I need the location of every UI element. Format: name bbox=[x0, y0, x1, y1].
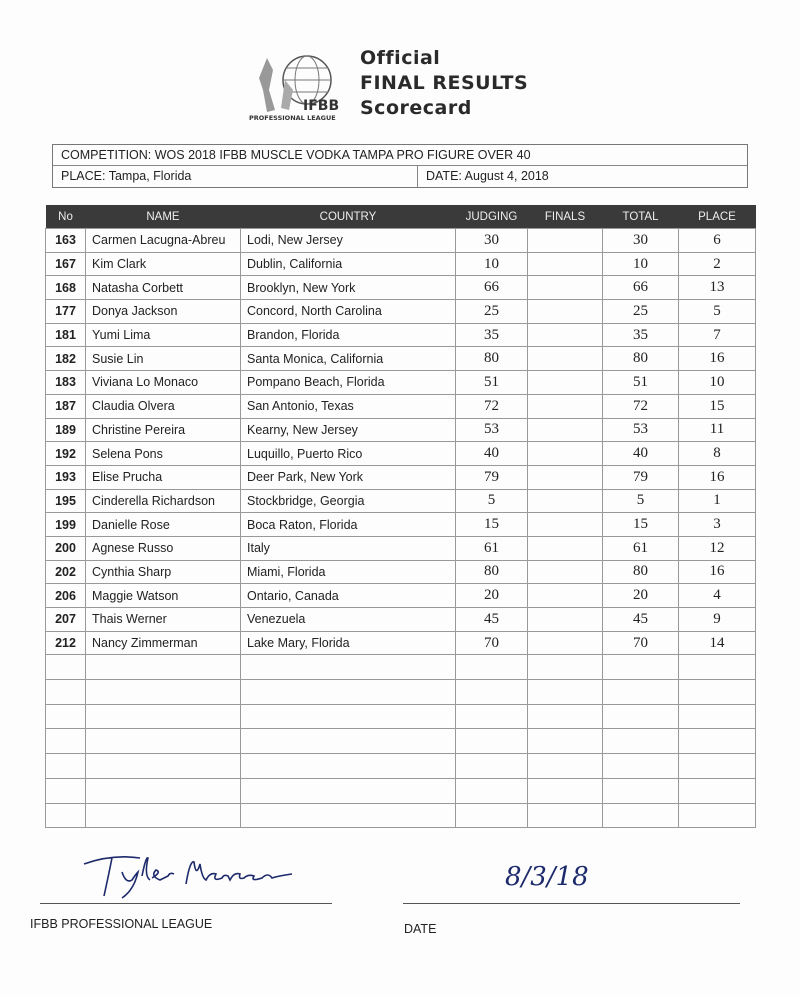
column-header-total: TOTAL bbox=[603, 205, 679, 229]
empty-cell bbox=[679, 680, 756, 705]
document-title bbox=[360, 46, 528, 121]
cell-total: 30 bbox=[603, 229, 679, 253]
cell-judging: 20 bbox=[456, 584, 528, 608]
empty-row bbox=[46, 778, 756, 803]
cell-name: Cinderella Richardson bbox=[86, 489, 241, 513]
table-row bbox=[46, 513, 756, 537]
empty-cell bbox=[86, 680, 241, 705]
empty-cell bbox=[86, 778, 241, 803]
cell-total: 5 bbox=[603, 489, 679, 513]
cell-no: 167 bbox=[46, 252, 86, 276]
cell-judging: 70 bbox=[456, 631, 528, 655]
cell-country: Luquillo, Puerto Rico bbox=[241, 442, 456, 466]
cell-country: Lodi, New Jersey bbox=[241, 229, 456, 253]
cell-total: 72 bbox=[603, 394, 679, 418]
results-table bbox=[45, 205, 756, 828]
cell-judging: 80 bbox=[456, 347, 528, 371]
cell-name: Natasha Corbett bbox=[86, 276, 241, 300]
empty-cell bbox=[46, 754, 86, 779]
empty-cell bbox=[528, 680, 603, 705]
column-header-name: NAME bbox=[86, 205, 241, 229]
cell-place: 6 bbox=[679, 229, 756, 253]
table-row bbox=[46, 442, 756, 466]
cell-place: 7 bbox=[679, 323, 756, 347]
cell-finals bbox=[528, 560, 603, 584]
cell-no: 193 bbox=[46, 465, 86, 489]
empty-cell bbox=[456, 754, 528, 779]
cell-total: 40 bbox=[603, 442, 679, 466]
table-row bbox=[46, 323, 756, 347]
cell-no: 195 bbox=[46, 489, 86, 513]
column-header-country: COUNTRY bbox=[241, 205, 456, 229]
date-label: DATE bbox=[404, 922, 437, 936]
cell-judging: 45 bbox=[456, 608, 528, 632]
column-header-no: No bbox=[46, 205, 86, 229]
cell-finals bbox=[528, 252, 603, 276]
empty-cell bbox=[603, 655, 679, 680]
empty-cell bbox=[241, 754, 456, 779]
empty-row bbox=[46, 704, 756, 729]
cell-total: 20 bbox=[603, 584, 679, 608]
empty-cell bbox=[46, 680, 86, 705]
table-row bbox=[46, 276, 756, 300]
cell-name: Maggie Watson bbox=[86, 584, 241, 608]
cell-no: 207 bbox=[46, 608, 86, 632]
empty-cell bbox=[241, 729, 456, 754]
table-row bbox=[46, 465, 756, 489]
cell-judging: 10 bbox=[456, 252, 528, 276]
cell-country: Deer Park, New York bbox=[241, 465, 456, 489]
empty-cell bbox=[241, 704, 456, 729]
cell-name: Kim Clark bbox=[86, 252, 241, 276]
cell-place: 1 bbox=[679, 489, 756, 513]
cell-no: 181 bbox=[46, 323, 86, 347]
empty-cell bbox=[528, 778, 603, 803]
cell-judging: 5 bbox=[456, 489, 528, 513]
title-line-final-results: FINAL RESULTS bbox=[360, 72, 529, 94]
cell-total: 25 bbox=[603, 300, 679, 324]
table-row bbox=[46, 252, 756, 276]
cell-finals bbox=[528, 394, 603, 418]
cell-name: Nancy Zimmerman bbox=[86, 631, 241, 655]
cell-judging: 35 bbox=[456, 323, 528, 347]
cell-total: 66 bbox=[603, 276, 679, 300]
cell-name: Donya Jackson bbox=[86, 300, 241, 324]
cell-country: Santa Monica, California bbox=[241, 347, 456, 371]
cell-total: 35 bbox=[603, 323, 679, 347]
cell-judging: 79 bbox=[456, 465, 528, 489]
signed-date: 8/3/18 bbox=[505, 862, 589, 892]
cell-place: 16 bbox=[679, 560, 756, 584]
empty-cell bbox=[46, 729, 86, 754]
cell-finals bbox=[528, 513, 603, 537]
empty-cell bbox=[603, 729, 679, 754]
empty-cell bbox=[456, 729, 528, 754]
cell-finals bbox=[528, 489, 603, 513]
empty-cell bbox=[603, 680, 679, 705]
column-header-place: PLACE bbox=[679, 205, 756, 229]
cell-name: Susie Lin bbox=[86, 347, 241, 371]
empty-cell bbox=[603, 754, 679, 779]
cell-judging: 30 bbox=[456, 229, 528, 253]
table-row bbox=[46, 560, 756, 584]
empty-cell bbox=[679, 655, 756, 680]
cell-judging: 72 bbox=[456, 394, 528, 418]
cell-judging: 80 bbox=[456, 560, 528, 584]
cell-no: 189 bbox=[46, 418, 86, 442]
cell-place: 10 bbox=[679, 371, 756, 395]
signature bbox=[82, 850, 312, 900]
column-header-finals: FINALS bbox=[528, 205, 603, 229]
cell-name: Claudia Olvera bbox=[86, 394, 241, 418]
cell-finals bbox=[528, 631, 603, 655]
cell-no: 163 bbox=[46, 229, 86, 253]
table-row bbox=[46, 631, 756, 655]
cell-country: Boca Raton, Florida bbox=[241, 513, 456, 537]
cell-judging: 66 bbox=[456, 276, 528, 300]
ifbb-logo bbox=[245, 50, 355, 122]
cell-judging: 25 bbox=[456, 300, 528, 324]
cell-total: 70 bbox=[603, 631, 679, 655]
empty-cell bbox=[456, 803, 528, 828]
cell-no: 182 bbox=[46, 347, 86, 371]
empty-cell bbox=[86, 729, 241, 754]
cell-no: 199 bbox=[46, 513, 86, 537]
empty-cell bbox=[241, 655, 456, 680]
cell-total: 79 bbox=[603, 465, 679, 489]
cell-finals bbox=[528, 300, 603, 324]
cell-name: Yumi Lima bbox=[86, 323, 241, 347]
title-line-scorecard: Scorecard bbox=[360, 97, 472, 119]
cell-judging: 51 bbox=[456, 371, 528, 395]
cell-no: 183 bbox=[46, 371, 86, 395]
cell-judging: 53 bbox=[456, 418, 528, 442]
empty-cell bbox=[86, 803, 241, 828]
place-field: PLACE: Tampa, Florida bbox=[53, 166, 418, 187]
cell-total: 15 bbox=[603, 513, 679, 537]
cell-no: 202 bbox=[46, 560, 86, 584]
cell-finals bbox=[528, 347, 603, 371]
cell-total: 80 bbox=[603, 347, 679, 371]
cell-no: 177 bbox=[46, 300, 86, 324]
empty-row bbox=[46, 729, 756, 754]
cell-place: 9 bbox=[679, 608, 756, 632]
cell-country: San Antonio, Texas bbox=[241, 394, 456, 418]
empty-row bbox=[46, 655, 756, 680]
empty-cell bbox=[46, 803, 86, 828]
date-field: DATE: August 4, 2018 bbox=[426, 169, 549, 183]
empty-cell bbox=[528, 754, 603, 779]
empty-cell bbox=[46, 655, 86, 680]
cell-name: Thais Werner bbox=[86, 608, 241, 632]
table-row bbox=[46, 608, 756, 632]
cell-total: 61 bbox=[603, 536, 679, 560]
table-row bbox=[46, 584, 756, 608]
cell-country: Dublin, California bbox=[241, 252, 456, 276]
cell-total: 80 bbox=[603, 560, 679, 584]
empty-cell bbox=[241, 680, 456, 705]
table-header-row bbox=[46, 205, 756, 229]
empty-cell bbox=[456, 655, 528, 680]
cell-judging: 40 bbox=[456, 442, 528, 466]
cell-judging: 15 bbox=[456, 513, 528, 537]
cell-name: Cynthia Sharp bbox=[86, 560, 241, 584]
empty-cell bbox=[679, 778, 756, 803]
cell-judging: 61 bbox=[456, 536, 528, 560]
cell-name: Viviana Lo Monaco bbox=[86, 371, 241, 395]
svg-text:PROFESSIONAL LEAGUE: PROFESSIONAL LEAGUE bbox=[249, 114, 336, 122]
cell-place: 11 bbox=[679, 418, 756, 442]
cell-place: 14 bbox=[679, 631, 756, 655]
empty-cell bbox=[679, 754, 756, 779]
cell-country: Stockbridge, Georgia bbox=[241, 489, 456, 513]
empty-cell bbox=[241, 778, 456, 803]
empty-cell bbox=[528, 704, 603, 729]
empty-row bbox=[46, 754, 756, 779]
cell-finals bbox=[528, 584, 603, 608]
table-row bbox=[46, 371, 756, 395]
cell-place: 15 bbox=[679, 394, 756, 418]
cell-no: 187 bbox=[46, 394, 86, 418]
empty-cell bbox=[456, 704, 528, 729]
cell-place: 8 bbox=[679, 442, 756, 466]
cell-total: 45 bbox=[603, 608, 679, 632]
cell-place: 2 bbox=[679, 252, 756, 276]
cell-place: 4 bbox=[679, 584, 756, 608]
org-label: IFBB PROFESSIONAL LEAGUE bbox=[30, 917, 213, 931]
cell-name: Danielle Rose bbox=[86, 513, 241, 537]
cell-total: 10 bbox=[603, 252, 679, 276]
competition-info-box bbox=[52, 144, 748, 188]
cell-name: Elise Prucha bbox=[86, 465, 241, 489]
cell-finals bbox=[528, 371, 603, 395]
empty-cell bbox=[456, 778, 528, 803]
empty-cell bbox=[679, 803, 756, 828]
empty-cell bbox=[86, 754, 241, 779]
cell-no: 192 bbox=[46, 442, 86, 466]
empty-cell bbox=[603, 704, 679, 729]
cell-no: 168 bbox=[46, 276, 86, 300]
table-row bbox=[46, 489, 756, 513]
empty-row bbox=[46, 803, 756, 828]
cell-country: Italy bbox=[241, 536, 456, 560]
svg-text:IFBB: IFBB bbox=[303, 98, 340, 114]
competition-field: COMPETITION: WOS 2018 IFBB MUSCLE VODKA TAMPA PRO FIGURE OVER 40 bbox=[53, 145, 747, 166]
cell-place: 16 bbox=[679, 347, 756, 371]
cell-country: Lake Mary, Florida bbox=[241, 631, 456, 655]
table-row bbox=[46, 300, 756, 324]
table-row bbox=[46, 536, 756, 560]
table-row bbox=[46, 229, 756, 253]
date-line bbox=[403, 903, 740, 904]
cell-place: 3 bbox=[679, 513, 756, 537]
cell-finals bbox=[528, 276, 603, 300]
cell-country: Venezuela bbox=[241, 608, 456, 632]
cell-place: 12 bbox=[679, 536, 756, 560]
cell-name: Selena Pons bbox=[86, 442, 241, 466]
cell-name: Agnese Russo bbox=[86, 536, 241, 560]
cell-finals bbox=[528, 608, 603, 632]
cell-total: 51 bbox=[603, 371, 679, 395]
cell-country: Kearny, New Jersey bbox=[241, 418, 456, 442]
cell-no: 212 bbox=[46, 631, 86, 655]
empty-cell bbox=[86, 655, 241, 680]
signature-line bbox=[40, 903, 332, 904]
empty-cell bbox=[528, 803, 603, 828]
empty-cell bbox=[603, 778, 679, 803]
empty-row bbox=[46, 680, 756, 705]
empty-cell bbox=[46, 778, 86, 803]
cell-country: Pompano Beach, Florida bbox=[241, 371, 456, 395]
cell-country: Brooklyn, New York bbox=[241, 276, 456, 300]
empty-cell bbox=[456, 680, 528, 705]
cell-finals bbox=[528, 536, 603, 560]
cell-no: 200 bbox=[46, 536, 86, 560]
column-header-judging: JUDGING bbox=[456, 205, 528, 229]
cell-finals bbox=[528, 465, 603, 489]
empty-cell bbox=[679, 729, 756, 754]
empty-cell bbox=[528, 729, 603, 754]
cell-place: 5 bbox=[679, 300, 756, 324]
table-row bbox=[46, 418, 756, 442]
empty-cell bbox=[241, 803, 456, 828]
cell-country: Concord, North Carolina bbox=[241, 300, 456, 324]
empty-cell bbox=[528, 655, 603, 680]
empty-cell bbox=[603, 803, 679, 828]
title-line-official: Official bbox=[360, 47, 441, 69]
cell-country: Brandon, Florida bbox=[241, 323, 456, 347]
cell-name: Christine Pereira bbox=[86, 418, 241, 442]
cell-country: Miami, Florida bbox=[241, 560, 456, 584]
table-row bbox=[46, 394, 756, 418]
cell-total: 53 bbox=[603, 418, 679, 442]
cell-no: 206 bbox=[46, 584, 86, 608]
cell-country: Ontario, Canada bbox=[241, 584, 456, 608]
cell-place: 13 bbox=[679, 276, 756, 300]
cell-finals bbox=[528, 323, 603, 347]
cell-name: Carmen Lacugna-Abreu bbox=[86, 229, 241, 253]
cell-place: 16 bbox=[679, 465, 756, 489]
empty-cell bbox=[86, 704, 241, 729]
cell-finals bbox=[528, 229, 603, 253]
cell-finals bbox=[528, 442, 603, 466]
empty-cell bbox=[46, 704, 86, 729]
cell-finals bbox=[528, 418, 603, 442]
table-row bbox=[46, 347, 756, 371]
empty-cell bbox=[679, 704, 756, 729]
